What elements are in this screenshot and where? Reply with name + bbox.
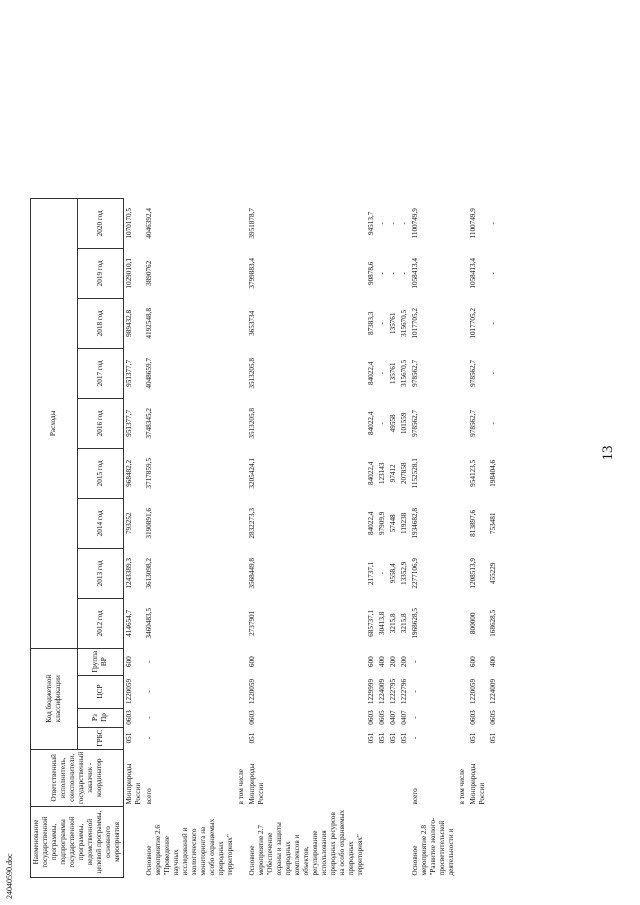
row-rzpr: 0603 xyxy=(367,710,375,725)
row-value: 168628,5 xyxy=(489,609,497,637)
row-value: 793252 xyxy=(125,512,133,535)
table-row xyxy=(144,198,236,877)
row-name xyxy=(488,807,499,878)
row-value: 21737,1 xyxy=(367,561,375,586)
row-rzpr xyxy=(457,708,468,727)
table-row xyxy=(388,198,399,877)
table-row xyxy=(236,198,247,877)
row-responsible xyxy=(488,749,499,806)
row-value: 1152528,1 xyxy=(411,458,419,489)
row-value: 90878,6 xyxy=(367,261,375,286)
table-row xyxy=(366,198,377,877)
row-value: 2737901 xyxy=(248,610,256,636)
row-grbs: 051 xyxy=(400,732,408,744)
row-value: 455229 xyxy=(489,562,497,585)
row-value: - xyxy=(489,422,497,425)
row-value: 135761 xyxy=(389,362,397,385)
budget-table xyxy=(30,198,499,878)
header-expenses-group: Расходы xyxy=(31,198,78,648)
table-row xyxy=(399,198,410,877)
row-name xyxy=(366,807,377,878)
row-csr: 1222795 xyxy=(389,678,397,705)
row-value: 1100749,9 xyxy=(411,208,419,239)
row-value: 978562,7 xyxy=(411,409,419,437)
row-vr xyxy=(457,648,468,675)
row-value xyxy=(457,498,468,548)
row-grbs: 051 xyxy=(367,732,375,744)
row-value: - xyxy=(400,272,408,275)
row-vr: 600 xyxy=(125,656,133,668)
row-rzpr: 0605 xyxy=(489,710,497,725)
row-value xyxy=(236,198,247,248)
row-value: 4192548,8 xyxy=(145,308,153,339)
row-value: 414654,7 xyxy=(125,609,133,637)
row-value: - xyxy=(489,272,497,275)
header-responsible: Ответственный исполнитель, соисполнители, государственный заказчик - координатор xyxy=(31,749,124,806)
row-value: 3799883,4 xyxy=(248,258,256,289)
row-value: 84022,4 xyxy=(367,411,375,436)
row-value xyxy=(457,248,468,298)
header-year: 2012 год xyxy=(77,598,124,648)
row-value: 2277106,9 xyxy=(411,558,419,589)
row-value: 57448 xyxy=(389,514,397,533)
header-year: 2015 год xyxy=(77,448,124,498)
header-name: Наименование государственной программы, подпрограммы государственной программы, ведомственной целевой программы, основного мероприятия xyxy=(31,807,124,878)
row-vr: 400 xyxy=(489,656,497,668)
row-value: 1070170,5 xyxy=(125,208,133,239)
row-vr: - xyxy=(145,660,153,663)
row-value: - xyxy=(489,322,497,325)
row-csr: - xyxy=(411,690,419,693)
row-grbs: 051 xyxy=(389,732,397,744)
row-csr: 1222796 xyxy=(400,678,408,705)
row-value: 1100749,9 xyxy=(469,208,477,239)
row-responsible xyxy=(377,749,388,806)
row-csr: 1220059 xyxy=(248,678,256,705)
row-value: 198404,6 xyxy=(489,459,497,487)
row-vr: 200 xyxy=(400,656,408,668)
header-year: 2020 год xyxy=(77,198,124,248)
row-value: 84022,4 xyxy=(367,511,375,536)
row-responsible xyxy=(399,749,410,806)
row-name xyxy=(399,807,410,878)
header-grbs: ГРБС xyxy=(77,727,124,749)
table-row xyxy=(247,198,366,877)
row-value: 3513205,8 xyxy=(248,408,256,439)
row-value xyxy=(457,548,468,598)
row-rzpr xyxy=(236,708,247,727)
row-value: 4048659,7 xyxy=(145,358,153,389)
row-value: 1058413,4 xyxy=(469,258,477,289)
row-value: 135761 xyxy=(389,312,397,335)
row-rzpr: 0603 xyxy=(125,710,133,725)
header-code-group: Код бюджетной классификации xyxy=(31,648,78,749)
row-vr: 200 xyxy=(389,656,397,668)
row-value: 9558,4 xyxy=(389,563,397,584)
row-rzpr: - xyxy=(145,716,153,719)
row-value: 1058413,4 xyxy=(411,258,419,289)
table-row xyxy=(488,198,499,877)
row-value: 3613098,2 xyxy=(145,558,153,589)
row-value: - xyxy=(378,372,386,375)
row-value: 3717859,5 xyxy=(145,458,153,489)
row-responsible: в том числе xyxy=(237,769,245,805)
row-responsible: Минприроды России xyxy=(248,763,265,805)
row-name xyxy=(124,807,145,878)
row-value xyxy=(236,448,247,498)
row-vr: 400 xyxy=(378,656,386,668)
row-value xyxy=(236,598,247,648)
row-value xyxy=(457,298,468,348)
row-value: 3890762 xyxy=(145,260,153,286)
header-year: 2014 год xyxy=(77,498,124,548)
row-csr: 1220059 xyxy=(469,678,477,705)
row-name xyxy=(388,807,399,878)
row-responsible: Минприроды России xyxy=(469,763,486,805)
row-value: 978562,7 xyxy=(469,409,477,437)
row-value: 951377,7 xyxy=(125,409,133,437)
row-name: Основное мероприятие 2.6 "Проведение научных исследований и экологического мониторинга на особо охраняемых природных территориях" xyxy=(145,818,234,876)
row-name xyxy=(377,807,388,878)
row-csr: 1224009 xyxy=(489,678,497,705)
page-number: 13 xyxy=(600,445,616,461)
table-row xyxy=(468,198,488,877)
row-value: 3205424,1 xyxy=(248,458,256,489)
row-value: 813897,6 xyxy=(469,509,477,537)
row-value: 30413,8 xyxy=(378,611,386,636)
row-value xyxy=(457,598,468,648)
row-grbs xyxy=(236,727,247,749)
row-value: - xyxy=(400,222,408,225)
row-value: 1208513,9 xyxy=(469,558,477,589)
row-csr xyxy=(236,675,247,708)
row-name xyxy=(236,807,247,878)
row-value: - xyxy=(378,222,386,225)
row-grbs: 051 xyxy=(125,732,133,744)
row-value: 3748345,2 xyxy=(145,408,153,439)
row-value: 954123,5 xyxy=(469,459,477,487)
row-value xyxy=(236,498,247,548)
row-value: 1017705,2 xyxy=(469,308,477,339)
row-value: 4046392,4 xyxy=(145,208,153,239)
row-value xyxy=(236,548,247,598)
row-value: 84022,4 xyxy=(367,461,375,486)
row-value: 49558 xyxy=(389,414,397,433)
row-value: - xyxy=(489,372,497,375)
row-value: 1029010,1 xyxy=(125,258,133,289)
row-rzpr: - xyxy=(411,716,419,719)
row-value: 315670,5 xyxy=(400,359,408,387)
row-value: - xyxy=(378,322,386,325)
row-responsible: всего xyxy=(145,788,153,805)
row-value: 3653734 xyxy=(248,310,256,336)
row-responsible: всего xyxy=(411,788,419,805)
row-name: Основное мероприятие 2.7 "Обеспечение охраны и защиты природных комплексов и объектов, регулирование использования природных ресурсов на особо охраняемых природных территориях" xyxy=(248,809,364,876)
row-value: 1243389,3 xyxy=(125,558,133,589)
row-value: - xyxy=(489,222,497,225)
row-value: 87383,3 xyxy=(367,311,375,336)
row-value: 315670,5 xyxy=(400,309,408,337)
row-value: 3513205,8 xyxy=(248,358,256,389)
row-responsible xyxy=(366,749,377,806)
row-grbs: - xyxy=(411,736,419,740)
row-responsible xyxy=(388,749,399,806)
footer-filename: 24040590.doc xyxy=(5,853,14,899)
row-grbs: - xyxy=(145,736,153,740)
row-value xyxy=(457,398,468,448)
row-value: - xyxy=(378,272,386,275)
row-value xyxy=(236,348,247,398)
table-row xyxy=(410,198,457,877)
row-value: 101559 xyxy=(400,412,408,435)
row-value: 685737,1 xyxy=(367,609,375,637)
row-value: - xyxy=(378,422,386,425)
row-value: - xyxy=(378,572,386,575)
row-grbs: 051 xyxy=(378,732,386,744)
row-value xyxy=(236,298,247,348)
row-value: 3951878,7 xyxy=(248,208,256,239)
row-value: 3190891,6 xyxy=(145,508,153,539)
table-row xyxy=(124,198,145,877)
row-responsible: Минприроды России xyxy=(125,763,142,805)
row-value: 800000 xyxy=(469,612,477,635)
header-year: 2013 год xyxy=(77,548,124,598)
header-year: 2019 год xyxy=(77,248,124,298)
row-csr: 1229999 xyxy=(367,678,375,705)
row-value: 753481 xyxy=(489,512,497,535)
row-value: - xyxy=(389,272,397,275)
header-vr: Группа ВР xyxy=(77,648,124,675)
row-value: 207858 xyxy=(400,462,408,485)
row-vr: 600 xyxy=(248,656,256,668)
row-rzpr: 0603 xyxy=(469,710,477,725)
row-value: 3215,8 xyxy=(389,613,397,634)
row-value xyxy=(236,398,247,448)
row-value: 989432,8 xyxy=(125,309,133,337)
row-value: 94513,7 xyxy=(367,211,375,236)
row-rzpr: 0605 xyxy=(378,710,386,725)
row-value: 3215,8 xyxy=(400,613,408,634)
row-value: 13352,9 xyxy=(400,561,408,586)
row-rzpr: 0407 xyxy=(400,710,408,725)
row-value: 968482,2 xyxy=(125,459,133,487)
row-value: 97412 xyxy=(389,464,397,483)
row-value xyxy=(236,248,247,298)
row-grbs: 051 xyxy=(248,732,256,744)
row-value: 1017705,2 xyxy=(411,308,419,339)
row-value xyxy=(457,348,468,398)
row-vr: - xyxy=(411,660,419,663)
row-value: 119238 xyxy=(400,512,408,534)
header-year: 2018 год xyxy=(77,298,124,348)
row-grbs: 051 xyxy=(469,732,477,744)
row-csr: - xyxy=(145,690,153,693)
row-rzpr: 0407 xyxy=(389,710,397,725)
row-name xyxy=(468,807,488,878)
row-name xyxy=(457,807,468,878)
row-value: 97909,9 xyxy=(378,511,386,536)
table-body xyxy=(124,198,500,877)
row-name: Основное мероприятие 2.8 "Развитие эколого-просветительской деятельности и xyxy=(411,817,455,876)
row-value: 123143 xyxy=(378,462,386,485)
row-value: - xyxy=(389,222,397,225)
header-year: 2016 год xyxy=(77,398,124,448)
row-value: 3568449,8 xyxy=(248,558,256,589)
row-value xyxy=(457,198,468,248)
row-grbs xyxy=(457,727,468,749)
row-rzpr: 0603 xyxy=(248,710,256,725)
header-rzpr: Рз Пр xyxy=(77,708,124,727)
row-value: 1934682,8 xyxy=(411,508,419,539)
row-value: 3460483,5 xyxy=(145,608,153,639)
row-value: 2832273,3 xyxy=(248,508,256,539)
row-csr: 1220059 xyxy=(125,678,133,705)
row-value: 978562,7 xyxy=(411,359,419,387)
row-vr: 600 xyxy=(469,656,477,668)
row-vr xyxy=(236,648,247,675)
row-value: 951377,7 xyxy=(125,359,133,387)
header-year: 2017 год xyxy=(77,348,124,398)
row-vr: 600 xyxy=(367,656,375,668)
table-row xyxy=(457,198,468,877)
row-value: 84022,4 xyxy=(367,361,375,386)
row-value xyxy=(457,448,468,498)
row-value: 978562,7 xyxy=(469,359,477,387)
row-grbs: 051 xyxy=(489,732,497,744)
row-csr: 1224009 xyxy=(378,678,386,705)
header-csr: ЦСР xyxy=(77,675,124,708)
row-csr xyxy=(457,675,468,708)
table-row xyxy=(377,198,388,877)
row-responsible: в том числе xyxy=(458,769,466,805)
row-value: 1968628,5 xyxy=(411,608,419,639)
